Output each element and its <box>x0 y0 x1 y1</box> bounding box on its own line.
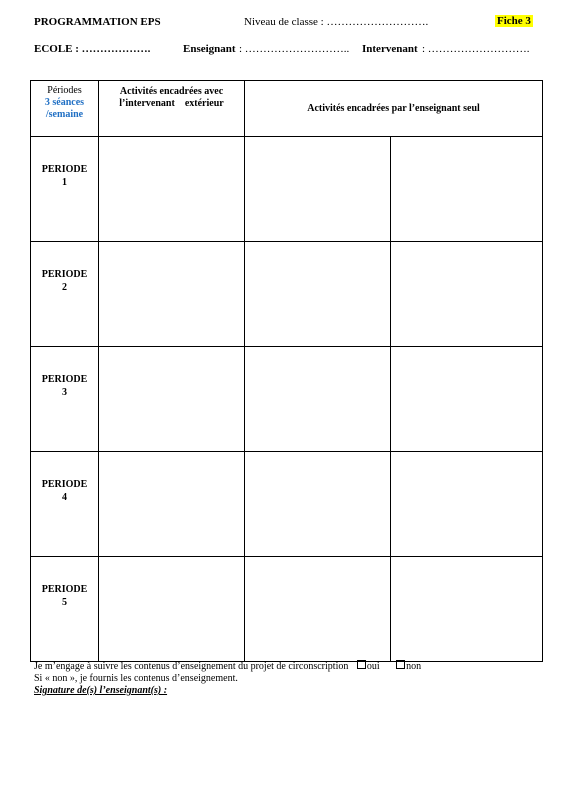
cell-intervenant[interactable] <box>99 347 245 452</box>
cell-intervenant[interactable] <box>99 242 245 347</box>
signature-label: Signature de(s) l’enseignant(s) : <box>34 685 168 696</box>
period-label: PERIODE <box>41 479 88 490</box>
cell-intervenant[interactable] <box>99 557 245 662</box>
cell-enseignant-b[interactable] <box>391 452 543 557</box>
period-label: PERIODE <box>41 584 88 595</box>
footer <box>34 660 421 697</box>
period-number: 4 <box>62 492 67 503</box>
header-line-1 <box>34 16 544 30</box>
cell-enseignant-b[interactable] <box>391 242 543 347</box>
cell-intervenant[interactable] <box>99 452 245 557</box>
period-cell <box>31 347 99 452</box>
cell-enseignant-b[interactable] <box>391 137 543 242</box>
cell-enseignant-a[interactable] <box>245 347 391 452</box>
header-semaine: /semaine <box>45 109 84 120</box>
period-number: 2 <box>62 282 67 293</box>
programmation-table <box>30 80 543 662</box>
header-periodes-label: Périodes <box>47 85 82 96</box>
table-row <box>31 557 543 662</box>
period-number: 1 <box>62 177 67 188</box>
niveau-field: Niveau de classe : ………………………. <box>244 16 429 28</box>
engagement-line <box>34 660 421 673</box>
page-title: PROGRAMMATION EPS <box>34 16 161 28</box>
header-line-2 <box>34 43 544 57</box>
cell-enseignant-a[interactable] <box>245 242 391 347</box>
cell-enseignant-a[interactable] <box>245 452 391 557</box>
period-number: 5 <box>62 597 67 608</box>
table-row <box>31 347 543 452</box>
enseignant-label: Enseignant <box>183 43 236 55</box>
table-row <box>31 242 543 347</box>
period-cell <box>31 242 99 347</box>
header-activites-intervenant <box>99 81 245 137</box>
non-label: non <box>406 661 422 672</box>
header-periodes <box>31 81 99 137</box>
header-activites-intervenant-line2: l’intervenant extérieur <box>119 98 224 109</box>
table-header-row <box>31 81 543 137</box>
period-number: 3 <box>62 387 67 398</box>
fiche-badge: Fiche 3 <box>497 15 531 27</box>
table-row <box>31 137 543 242</box>
non-explanation: Si « non », je fournis les contenus d’enseignement. <box>34 673 238 684</box>
period-label: PERIODE <box>41 269 88 280</box>
cell-enseignant-a[interactable] <box>245 137 391 242</box>
cell-intervenant[interactable] <box>99 137 245 242</box>
period-label: PERIODE <box>41 164 88 175</box>
cell-enseignant-b[interactable] <box>391 557 543 662</box>
period-cell <box>31 137 99 242</box>
oui-label: oui <box>366 661 380 672</box>
header-activites-enseignant: Activités encadrées par l’enseignant seul <box>245 81 543 137</box>
cell-enseignant-b[interactable] <box>391 347 543 452</box>
intervenant-label: Intervenant <box>362 43 418 55</box>
engagement-text: Je m’engage à suivre les contenus d’enseignement du projet de circonscription <box>34 661 349 672</box>
period-label: PERIODE <box>41 374 88 385</box>
table-row <box>31 452 543 557</box>
period-cell <box>31 557 99 662</box>
ecole-field: ECOLE : ………………. <box>34 43 151 55</box>
checkbox-oui[interactable] <box>357 660 366 669</box>
enseignant-field: : ……………………….. <box>239 43 350 55</box>
checkbox-non[interactable] <box>396 660 405 669</box>
cell-enseignant-a[interactable] <box>245 557 391 662</box>
header-seances: 3 séances <box>44 97 85 108</box>
intervenant-field: : ………………………. <box>422 43 530 55</box>
period-cell <box>31 452 99 557</box>
header-activites-intervenant-line1: Activités encadrées avec <box>119 86 224 97</box>
